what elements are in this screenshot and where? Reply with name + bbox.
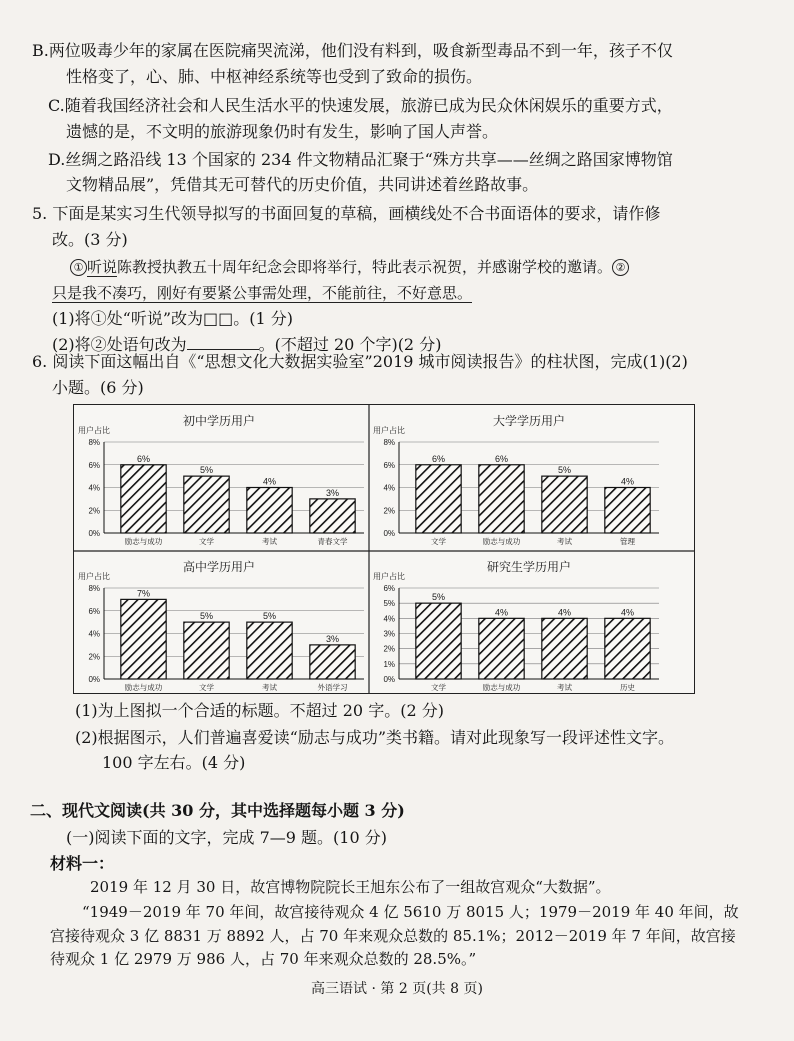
y-tick-label: 4% <box>383 614 395 624</box>
bar <box>310 499 355 533</box>
x-category-label: 考试 <box>262 683 277 692</box>
q4-option-d-line1: D.丝绸之路沿线 13 个国家的 234 件文物精品汇聚于“殊方共享——丝绸之路国家博物馆 <box>48 150 673 169</box>
q5-draft-line1 <box>70 256 629 278</box>
bar <box>416 603 461 679</box>
bar-value-label: 4% <box>620 607 635 618</box>
bar-value-label: 7% <box>136 588 151 599</box>
q5-number: 5. <box>32 204 48 223</box>
bar-chart-panel <box>73 404 695 694</box>
bar <box>310 645 355 679</box>
q6-stem-line2: 小题。(6 分) <box>52 378 144 397</box>
y-tick-label: 8% <box>88 438 100 447</box>
x-category-label: 考试 <box>557 683 572 692</box>
q5-sub2-suffix: 。(不超过 20 个字)(2 分) <box>258 335 442 354</box>
page-footer: 高三语试 · 第 2 页(共 8 页) <box>311 981 483 997</box>
y-tick-label: 3% <box>383 629 395 639</box>
x-category-label: 励志与成功 <box>124 683 163 692</box>
q4-option-c-line1: C.随着我国经济社会和人民生活水平的快速发展，旅游已成为民众休闲娱乐的重要方式， <box>48 96 673 115</box>
y-tick-label: 0% <box>88 529 100 538</box>
x-category-label: 考试 <box>262 537 277 546</box>
section2-heading: 二、现代文阅读(共 30 分，其中选择题每小题 3 分) <box>30 801 405 820</box>
y-tick-label: 4% <box>88 483 100 493</box>
y-tick-label: 6% <box>383 460 395 470</box>
bar <box>121 599 166 679</box>
y-tick-label: 1% <box>383 659 395 669</box>
material-label: 材料一： <box>50 854 115 873</box>
y-tick-label: 8% <box>383 438 395 447</box>
x-category-label: 文学 <box>199 537 214 546</box>
x-category-label: 励志与成功 <box>124 537 163 546</box>
bar <box>184 476 229 533</box>
bar-value-label: 3% <box>325 487 340 498</box>
q5-stem-line2: 改。(3 分) <box>52 230 128 249</box>
y-tick-label: 2% <box>88 506 100 516</box>
chart-title-0: 初中学历用户 <box>182 414 256 428</box>
bar-value-label: 5% <box>199 465 214 476</box>
bar <box>605 618 650 679</box>
q5-sub2-prefix: (2)将②处语句改为 <box>52 335 187 354</box>
bar-value-label: 5% <box>262 611 277 622</box>
q4-option-b-line2: 性格变了，心、肺、中枢神经系统等也受到了致命的损伤。 <box>66 67 483 86</box>
q6-sub2-line1: (2)根据图示，人们普遍喜爱读“励志与成功”类书籍。请对此现象写一段评述性文字。 <box>75 728 675 747</box>
bar-value-label: 5% <box>557 465 572 476</box>
y-tick-label: 2% <box>383 506 395 516</box>
y-tick-label: 2% <box>383 644 395 654</box>
bar-charts-svg <box>74 405 694 693</box>
q5-stem-text: 下面是某实习生代领导拟写的书面回复的草稿，画横线处不合书面语体的要求，请作修 <box>52 204 661 223</box>
chart-ylabel-0: 用户占比 <box>78 426 110 435</box>
chart-title-3: 研究生学历用户 <box>486 560 572 574</box>
q4-option-d-line2: 文物精品展”，凭借其无可替代的历史价值，共同讲述着丝路故事。 <box>66 175 539 194</box>
bar <box>479 465 524 533</box>
bar <box>542 476 587 533</box>
x-category-label: 外语学习 <box>317 683 348 692</box>
q4-option-b-line1: B.两位吸毒少年的家属在医院痛哭流涕，他们没有料到，吸食新型毒品不到一年，孩子不仅 <box>32 41 673 60</box>
y-tick-label: 6% <box>88 460 100 470</box>
chart-title-2: 高中学历用户 <box>182 560 256 574</box>
y-tick-label: 6% <box>88 606 100 616</box>
bar-value-label: 6% <box>136 453 151 464</box>
chart-ylabel-3: 用户占比 <box>373 572 405 581</box>
circled-one-marker: ① <box>70 259 87 276</box>
y-tick-label: 8% <box>88 584 100 593</box>
material-paragraph1: 2019 年 12 月 30 日，故宫博物院院长王旭东公布了一组故宫观众“大数据”。 <box>90 878 611 896</box>
x-category-label: 励志与成功 <box>482 537 521 546</box>
q5-stem-line1 <box>32 203 660 225</box>
q5-draft-text: 陈教授执教五十周年纪念会即将举行，特此表示祝贺，并感谢学校的邀请。 <box>117 258 613 276</box>
material-paragraph2-line1: “1949－2019 年 70 年间，故宫接待观众 4 亿 5610 万 8015 人；1979－2019 年 40 年间，故 <box>82 903 739 921</box>
bar <box>416 465 461 533</box>
bar-value-label: 4% <box>557 607 572 618</box>
y-tick-label: 5% <box>383 599 395 609</box>
bar <box>121 465 166 533</box>
bar-value-label: 4% <box>620 476 635 487</box>
q6-stem-text: 阅读下面这幅出自《“思想文化大数据实验室”2019 城市阅读报告》的柱状图，完成(1)(2) <box>52 352 688 371</box>
y-tick-label: 0% <box>383 675 395 684</box>
x-category-label: 考试 <box>557 537 572 546</box>
material-paragraph2-line2: 宫接待观众 3 亿 8831 万 8892 人，占 70 年来观众总数的 85.1%；2012－2019 年 7 年间，故宫接 <box>50 927 736 945</box>
chart-ylabel-1: 用户占比 <box>373 426 405 435</box>
y-tick-label: 2% <box>88 652 100 662</box>
y-tick-label: 4% <box>383 483 395 493</box>
bar <box>247 488 292 534</box>
q5-sub1: (1)将①处“听说”改为□□。(1 分) <box>52 309 294 328</box>
bar-value-label: 5% <box>431 592 446 603</box>
bar-value-label: 6% <box>431 453 446 464</box>
y-tick-label: 0% <box>88 675 100 684</box>
bar-value-label: 4% <box>494 607 509 618</box>
q5-underlined-tingshuo: 听说 <box>87 258 118 276</box>
material-paragraph2-line3: 待观众 1 亿 2979 万 986 人，占 70 年来观众总数的 28.5%。” <box>50 950 477 968</box>
x-category-label: 历史 <box>620 683 635 692</box>
bar-value-label: 6% <box>494 453 509 464</box>
q5-underlined-sentence: 只是我不凑巧，刚好有要紧公事需处理，不能前往，不好意思。 <box>52 284 473 302</box>
y-tick-label: 4% <box>88 629 100 639</box>
chart-ylabel-2: 用户占比 <box>78 572 110 581</box>
bar-value-label: 5% <box>199 611 214 622</box>
chart-title-1: 大学学历用户 <box>492 414 566 428</box>
bar <box>605 488 650 534</box>
x-category-label: 励志与成功 <box>482 683 521 692</box>
y-tick-label: 0% <box>383 529 395 538</box>
bar <box>542 618 587 679</box>
x-category-label: 管理 <box>620 537 635 546</box>
bar <box>247 622 292 679</box>
x-category-label: 青春文学 <box>317 537 348 546</box>
x-category-label: 文学 <box>431 537 446 546</box>
q5-draft-line2 <box>52 282 472 304</box>
bar <box>479 618 524 679</box>
q6-stem-line1 <box>32 351 688 373</box>
q6-sub1: (1)为上图拟一个合适的标题。不超过 20 字。(2 分) <box>75 701 444 720</box>
bar-value-label: 3% <box>325 633 340 644</box>
q6-number: 6. <box>32 352 48 371</box>
answer-blank[interactable] <box>187 335 259 350</box>
y-tick-label: 6% <box>383 584 395 593</box>
bar-value-label: 4% <box>262 476 277 487</box>
x-category-label: 文学 <box>431 683 446 692</box>
section2-subheading: (一)阅读下面的文字，完成 7—9 题。(10 分) <box>66 828 387 847</box>
bar <box>184 622 229 679</box>
q4-option-c-line2: 遗憾的是，不文明的旅游现象仍时有发生，影响了国人声誉。 <box>66 122 499 141</box>
circled-two-marker: ② <box>612 259 629 276</box>
q6-sub2-line2: 100 字左右。(4 分) <box>102 753 246 772</box>
x-category-label: 文学 <box>199 683 214 692</box>
